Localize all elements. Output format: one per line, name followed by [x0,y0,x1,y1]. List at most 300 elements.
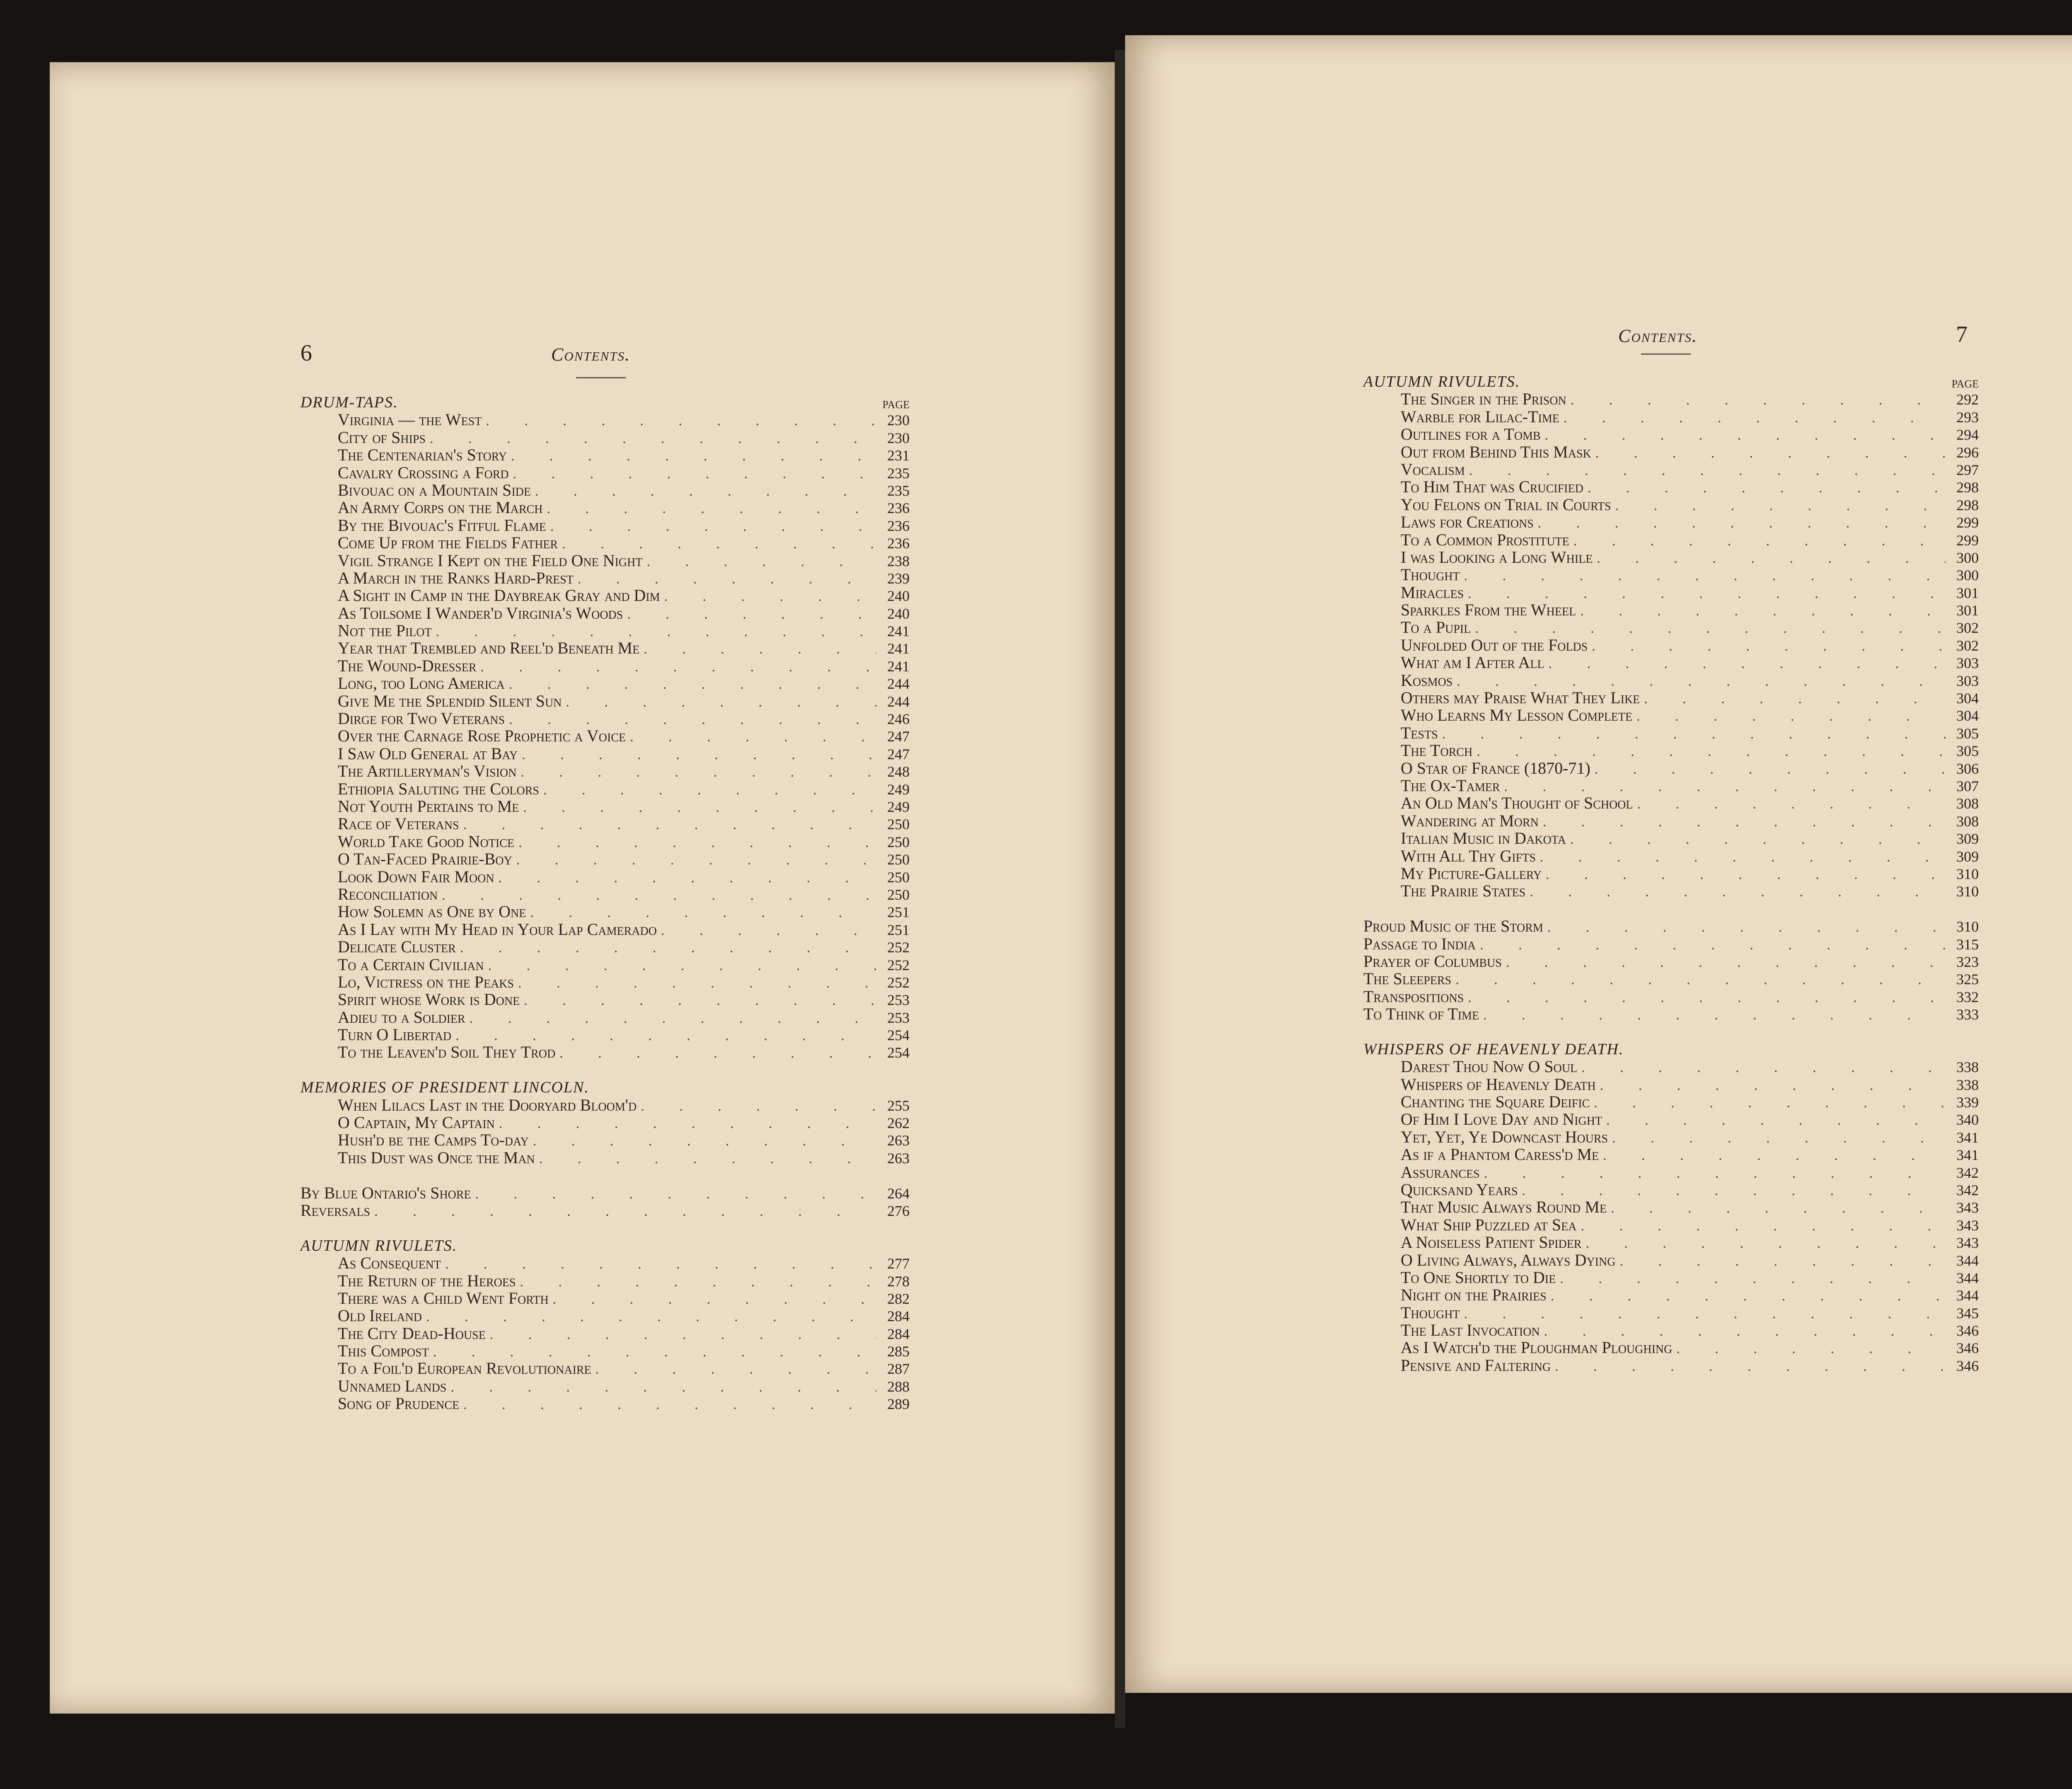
toc-entry[interactable] [300,1097,910,1114]
toc-entry[interactable] [300,1202,910,1219]
toc-entry[interactable] [300,833,910,850]
entry-title: How Solemn as One by One [338,902,526,921]
entry-page-number: 240 [887,605,910,622]
entry-page-number: 299 [1956,514,1979,531]
entry-title: Kosmos [1401,671,1453,690]
entry-page-number: 343 [1956,1235,1979,1252]
toc-entry[interactable] [300,991,910,1008]
entry-page-number: 253 [887,992,910,1009]
toc-entry[interactable] [1363,1304,1979,1322]
dot-leader [595,1361,876,1378]
toc-entry[interactable] [1363,1181,1979,1198]
entry-title: Whispers of Heavenly Death [1401,1075,1596,1094]
toc-entry[interactable] [1363,637,1979,654]
entry-page-number: 252 [887,956,910,973]
entry-title: Pensive and Faltering [1401,1356,1551,1375]
toc-entry[interactable] [300,517,910,534]
toc-entry[interactable] [1363,672,1979,689]
dot-leader [1611,1200,1946,1217]
entry-page-number: 310 [1956,918,1979,935]
toc-entry[interactable] [1363,1234,1979,1251]
toc-entry[interactable] [1363,1322,1979,1339]
toc-entry[interactable] [1363,1164,1979,1181]
toc-entry[interactable] [300,1360,910,1377]
page-header: Contents. [1618,326,1698,346]
dot-leader [543,782,876,799]
entry-page-number: 251 [887,921,910,938]
entry-title: As I Lay with My Head in Your Lap Camerado [338,920,657,939]
entry-title: The Singer in the Prison [1401,390,1566,409]
toc-entry[interactable] [300,1395,910,1412]
toc-entry[interactable] [300,639,910,657]
entry-title: Passage to India [1363,934,1476,953]
toc-entry[interactable] [1363,1058,1979,1075]
toc-entry[interactable] [300,850,910,868]
toc-entry[interactable] [300,1254,910,1272]
entry-title: Vocalism [1401,460,1465,479]
toc-entry[interactable] [1363,408,1979,426]
toc-entry[interactable] [300,1184,910,1202]
entry-title: I Saw Old General at Bay [338,744,518,763]
toc-entry[interactable] [1363,478,1979,496]
entry-title: Over the Carnage Rose Prophetic a Voice [338,726,626,746]
toc-entry[interactable] [1363,1252,1979,1269]
entry-page-number: 235 [887,465,910,482]
entry-title: Delicate Cluster [338,937,456,956]
entry-title: Long, too Long America [338,674,505,693]
dot-leader [511,448,876,465]
dot-leader [1560,1270,1946,1288]
entry-page-number: 343 [1956,1217,1979,1234]
dot-leader [1564,409,1946,427]
toc-entry[interactable] [300,569,910,587]
toc-entry[interactable] [1363,830,1979,847]
dot-leader [450,1379,876,1396]
entry-title: Italian Music in Dakota [1401,829,1566,848]
toc-entry[interactable] [1363,654,1979,671]
dot-leader [374,1203,876,1220]
dot-leader [646,553,876,571]
dot-leader [509,676,876,693]
dot-leader [509,711,876,729]
dot-leader [627,606,876,623]
toc-entry[interactable] [1363,443,1979,461]
toc-entry[interactable] [1363,1339,1979,1356]
entry-title: Not the Pilot [338,621,432,640]
dot-leader [1506,954,1946,971]
dot-leader [1468,585,1946,603]
dot-leader [550,518,876,535]
toc-entry[interactable] [300,1342,910,1360]
dot-leader [499,1115,876,1133]
entry-page-number: 250 [887,886,910,903]
dot-leader [535,483,876,500]
entry-title: With All Thy Gifts [1401,846,1536,865]
toc-entry[interactable] [300,798,910,815]
entry-title: A Sight in Camp in the Daybreak Gray and Dim [338,586,660,605]
dot-leader [1543,813,1946,831]
dot-leader [460,939,876,957]
table-of-contents [300,394,910,1413]
toc-entry[interactable] [300,763,910,780]
toc-entry[interactable] [1363,566,1979,583]
toc-entry[interactable] [300,745,910,763]
toc-entry[interactable] [300,886,910,903]
dot-leader [661,922,876,939]
toc-entry[interactable] [300,727,910,745]
toc-entry[interactable] [1363,619,1979,636]
dot-leader [562,535,876,553]
toc-entry[interactable] [1363,742,1979,759]
toc-entry[interactable] [300,868,910,886]
entry-title: Hush'd be the Camps To-day [338,1131,529,1150]
toc-entry[interactable] [1363,812,1979,830]
section-gap [1363,900,1979,917]
toc-entry[interactable] [1363,953,1979,970]
toc-entry[interactable] [300,429,910,446]
entry-title: Spirit whose Work is Done [338,990,520,1009]
toc-entry[interactable] [1363,760,1979,777]
entry-title: Unnamed Lands [338,1376,447,1395]
section-gap [300,1219,910,1237]
toc-entry[interactable] [1363,917,1979,935]
toc-entry[interactable] [300,411,910,428]
entry-title: Yet, Yet, Ye Downcast Hours [1401,1127,1608,1146]
entry-page-number: 344 [1956,1269,1979,1286]
toc-entry[interactable] [1363,1128,1979,1146]
entry-page-number: 323 [1956,953,1979,970]
toc-entry[interactable] [1363,847,1979,865]
entry-page-number: 282 [887,1290,910,1307]
dot-leader [455,1027,876,1045]
toc-entry[interactable] [300,482,910,499]
toc-entry[interactable] [300,1377,910,1395]
toc-entry[interactable] [1363,1269,1979,1286]
toc-entry[interactable] [300,921,910,938]
entry-page-number: 310 [1956,883,1979,900]
toc-entry[interactable] [300,622,910,639]
entry-title: Turn O Libertad [338,1025,452,1044]
entry-page-number: 263 [887,1132,910,1149]
dot-leader [1581,1059,1946,1077]
toc-entry[interactable] [1363,549,1979,566]
book-spine [1115,50,1125,1728]
entry-title: Quicksand Years [1401,1180,1518,1199]
dot-leader [1555,1358,1946,1375]
entry-page-number: 294 [1956,426,1979,443]
toc-entry[interactable] [1363,988,1979,1005]
entry-page-number: 308 [1956,795,1979,812]
dot-leader [1600,1077,1946,1094]
dot-leader [1676,1340,1946,1358]
toc-entry[interactable] [300,1114,910,1131]
dot-leader [566,694,876,711]
dot-leader [1549,655,1946,673]
entry-title: Year that Trembled and Reel'd Beneath Me [338,639,640,658]
entry-title: This Dust was Once the Man [338,1148,535,1167]
dot-leader [553,1291,876,1308]
toc-entry[interactable] [300,780,910,798]
dot-leader [1442,726,1946,743]
entry-title: A March in the Ranks Hard-Prest [338,568,574,587]
toc-entry[interactable] [1363,707,1979,724]
dot-leader [1477,743,1946,760]
toc-entry[interactable] [300,1290,910,1307]
entry-page-number: 302 [1956,637,1979,654]
entry-page-number: 285 [887,1343,910,1360]
toc-entry[interactable] [300,903,910,920]
entry-page-number: 244 [887,675,910,692]
entry-title: Who Learns My Lesson Complete [1401,706,1633,725]
dot-leader [1588,479,1946,497]
toc-entry[interactable] [1363,724,1979,742]
toc-entry[interactable] [1363,1146,1979,1163]
dot-leader [1597,550,1946,567]
dot-leader [430,430,876,448]
toc-entry[interactable] [300,1325,910,1342]
toc-entry[interactable] [300,1009,910,1026]
toc-entry[interactable] [300,1043,910,1061]
dot-leader [1581,1218,1946,1235]
dot-leader [513,465,876,483]
dot-leader [539,1150,876,1168]
toc-entry[interactable] [300,938,910,956]
dot-leader [520,1273,876,1291]
toc-entry[interactable] [1363,496,1979,513]
entry-page-number: 303 [1956,672,1979,689]
entry-page-number: 239 [887,570,910,587]
dot-leader [1571,392,1946,409]
toc-entry[interactable] [300,1307,910,1324]
entry-title: To a Common Prostitute [1401,530,1569,549]
toc-entry[interactable] [300,587,910,604]
entry-title: The Sleepers [1363,969,1452,988]
toc-entry[interactable] [300,552,910,569]
toc-entry[interactable] [1363,794,1979,812]
entry-title: Virginia — the West [338,410,482,429]
right-page [1125,35,2072,1693]
dot-leader [520,764,876,781]
dot-leader [1469,462,1946,479]
dot-leader [518,834,876,852]
toc-entry[interactable] [1363,584,1979,601]
toc-entry[interactable] [1363,935,1979,953]
entry-page-number: 303 [1956,655,1979,672]
entry-page-number: 252 [887,974,910,991]
entry-title: Miracles [1401,583,1464,602]
toc-entry[interactable] [300,973,910,991]
dot-leader [530,904,876,922]
toc-entry[interactable] [1363,1076,1979,1093]
entry-page-number: 298 [1956,479,1979,496]
entry-page-number: 305 [1956,743,1979,760]
entry-page-number: 302 [1956,620,1979,637]
entry-page-number: 247 [887,728,910,745]
dot-leader [1540,849,1946,866]
entry-page-number: 301 [1956,584,1979,601]
entry-page-number: 298 [1956,496,1979,513]
entry-title: The Last Invocation [1401,1321,1540,1340]
entry-title: An Army Corps on the March [338,498,543,517]
entry-title: To Think of Time [1363,1005,1479,1024]
dot-leader [559,1045,876,1062]
entry-title: Warble for Lilac-Time [1401,407,1559,426]
entry-title: I was Looking a Long While [1401,547,1593,566]
entry-page-number: 297 [1956,461,1979,478]
entry-title: Come Up from the Fields Father [338,533,558,552]
dot-leader [475,1186,876,1203]
dot-leader [463,816,876,834]
dot-leader [1580,603,1946,620]
entry-page-number: 250 [887,869,910,886]
dot-leader [445,1256,876,1273]
page-number: 6 [300,340,312,366]
entry-page-number: 338 [1956,1076,1979,1093]
dot-leader [547,500,876,518]
toc-entry[interactable] [1363,601,1979,619]
dot-leader [1484,1165,1946,1182]
entry-title: O Living Always, Always Dying [1401,1250,1616,1269]
entry-title: Song of Prudence [338,1394,460,1413]
entry-page-number: 338 [1956,1059,1979,1076]
toc-entry[interactable] [1363,865,1979,882]
toc-entry[interactable] [300,534,910,552]
toc-entry[interactable] [300,710,910,727]
dot-leader [1480,937,1946,954]
entry-page-number: 345 [1956,1305,1979,1322]
dot-leader [533,1133,876,1150]
entry-page-number: 344 [1956,1287,1979,1304]
entry-title: Assurances [1401,1162,1480,1181]
entry-title: To the Leaven'd Soil They Trod [338,1043,556,1062]
dot-leader [1547,919,1946,936]
toc-entry[interactable] [1363,1093,1979,1111]
table-of-contents [1363,373,1979,1374]
toc-entry[interactable] [300,1131,910,1149]
entry-page-number: 300 [1956,567,1979,584]
toc-entry[interactable] [300,657,910,675]
entry-page-number: 252 [887,939,910,956]
entry-title: The Torch [1401,741,1473,760]
entry-title: The Return of the Heroes [338,1271,516,1290]
entry-title: To Him That was Crucified [1401,477,1583,496]
entry-page-number: 346 [1956,1340,1979,1357]
toc-entry[interactable] [1363,882,1979,900]
dot-leader [488,957,876,975]
entry-page-number: 236 [887,500,910,517]
entry-title: City of Ships [338,428,426,447]
dot-leader [1595,761,1946,778]
entry-title: The City Dead-House [338,1324,486,1343]
dot-leader [436,623,876,641]
entry-page-number: 292 [1956,391,1979,408]
entry-page-number: 309 [1956,830,1979,847]
toc-entry[interactable] [300,692,910,710]
section-title: MEMORIES OF PRESIDENT LINCOLN. [300,1079,589,1097]
toc-entry[interactable] [1363,513,1979,531]
toc-entry[interactable] [1363,689,1979,707]
page-number: 7 [1956,322,1968,347]
entry-page-number: 341 [1956,1129,1979,1146]
entry-page-number: 342 [1956,1181,1979,1198]
toc-entry[interactable] [300,605,910,622]
entry-title: Unfolded Out of the Folds [1401,635,1588,654]
entry-page-number: 343 [1956,1199,1979,1216]
entry-page-number: 250 [887,833,910,850]
toc-entry[interactable] [1363,531,1979,549]
entry-title: Tests [1401,723,1438,742]
entry-title: By Blue Ontario's Shore [300,1183,471,1202]
entry-page-number: 254 [887,1044,910,1061]
toc-entry[interactable] [1363,390,1979,408]
entry-page-number: 277 [887,1255,910,1272]
dot-leader [1636,708,1946,725]
entry-page-number: 296 [1956,444,1979,461]
entry-page-number: 306 [1956,760,1979,777]
dot-leader [516,852,876,869]
toc-entry[interactable] [300,446,910,464]
entry-title: Reconciliation [338,884,438,903]
dot-leader [1573,533,1946,550]
section-title: AUTUMN RIVULETS. [1363,373,1520,390]
toc-entry[interactable] [1363,970,1979,988]
entry-title: To a Certain Civilian [338,955,484,974]
entry-title: Darest Thou Now O Soul [1401,1057,1578,1076]
toc-entry[interactable] [1363,1111,1979,1128]
entry-title: To a Pupil [1401,618,1471,637]
entry-page-number: 235 [887,482,910,499]
entry-title: Cavalry Crossing a Ford [338,463,509,482]
toc-entry[interactable] [1363,1198,1979,1216]
toc-entry[interactable] [1363,1286,1979,1304]
entry-page-number: 325 [1956,971,1979,988]
dot-leader [1457,673,1946,690]
section-gap [300,1167,910,1184]
entry-page-number: 288 [887,1378,910,1395]
toc-entry[interactable] [300,1272,910,1290]
toc-entry[interactable] [300,815,910,833]
entry-title: Look Down Fair Moon [338,867,494,886]
toc-entry[interactable] [300,1026,910,1043]
entry-page-number: 255 [887,1097,910,1114]
toc-entry[interactable] [1363,777,1979,794]
page-header: Contents. [551,344,631,365]
toc-entry[interactable] [1363,461,1979,478]
toc-entry[interactable] [300,1149,910,1167]
entry-page-number: 299 [1956,532,1979,549]
entry-title: Outlines for a Tomb [1401,425,1541,444]
entry-page-number: 244 [887,693,910,710]
entry-page-number: 250 [887,816,910,833]
toc-entry[interactable] [300,464,910,482]
entry-page-number: 340 [1956,1111,1979,1128]
toc-entry[interactable] [300,956,910,973]
dot-leader [1545,427,1946,444]
toc-entry[interactable] [1363,1216,1979,1234]
entry-title: Proud Music of the Storm [1363,917,1543,936]
toc-entry[interactable] [300,675,910,692]
toc-entry[interactable] [1363,426,1979,443]
toc-entry[interactable] [1363,1357,1979,1374]
entry-page-number: 339 [1956,1094,1979,1111]
entry-title: The Wound-Dresser [338,656,477,675]
toc-entry[interactable] [300,499,910,516]
entry-page-number: 240 [887,588,910,605]
toc-entry[interactable] [1363,1005,1979,1023]
dot-leader [1530,884,1946,901]
entry-page-number: 236 [887,535,910,552]
entry-page-number: 342 [1956,1164,1979,1181]
